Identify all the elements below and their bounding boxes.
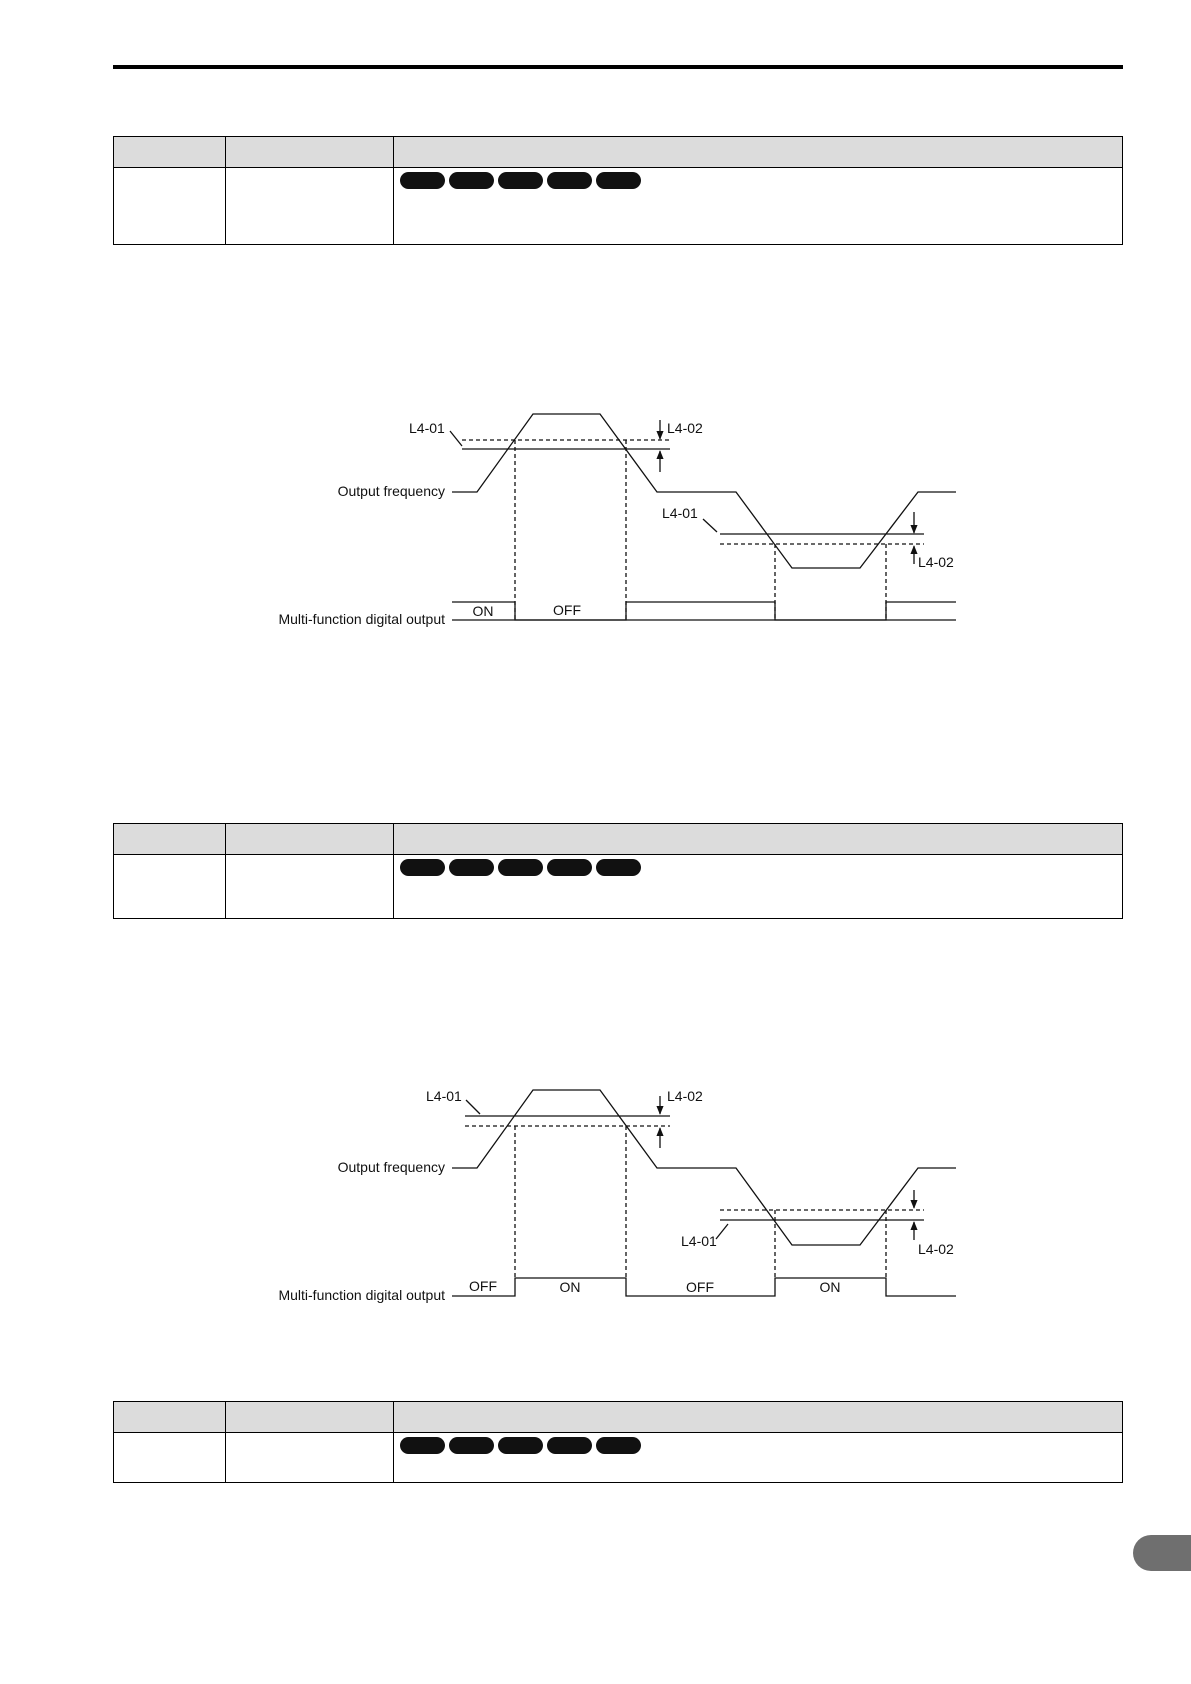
l401-leader	[703, 519, 717, 532]
frequency-waveform	[452, 1090, 956, 1245]
diagram1-label-l401-top: L4-01	[409, 420, 445, 436]
timing-diagram-1	[450, 414, 956, 620]
diagram1-state-on: ON	[472, 603, 494, 619]
l401-leader	[450, 431, 462, 446]
diagram2-label-l402-top: L4-02	[667, 1088, 703, 1104]
diagram2-label-l402-bottom: L4-02	[918, 1241, 954, 1257]
digital-output-signal	[452, 602, 956, 620]
diagram1-label-l401-bottom: L4-01	[662, 505, 698, 521]
diagram2-state-on: ON	[559, 1279, 581, 1295]
chapter-tab	[1133, 1535, 1191, 1571]
timing-diagram-2	[452, 1090, 956, 1296]
diagram2-state-off: OFF	[686, 1279, 714, 1295]
diagram1-state-off: OFF	[553, 602, 581, 618]
diagram2-state-off: OFF	[469, 1278, 497, 1294]
diagram1-label-l402-top: L4-02	[667, 420, 703, 436]
l401-leader	[716, 1224, 728, 1239]
frequency-waveform	[452, 414, 956, 568]
diagram2-label-digital-output: Multi-function digital output	[278, 1287, 445, 1303]
diagram2-label-l401-bottom: L4-01	[681, 1233, 717, 1249]
diagram1-label-l402-bottom: L4-02	[918, 554, 954, 570]
diagram1-label-output-frequency: Output frequency	[337, 483, 445, 499]
l401-leader	[466, 1100, 480, 1114]
diagram1-label-digital-output: Multi-function digital output	[278, 611, 445, 627]
diagram2-state-on: ON	[819, 1279, 841, 1295]
diagram2-label-l401-top: L4-01	[426, 1088, 462, 1104]
diagram2-label-output-frequency: Output frequency	[337, 1159, 445, 1175]
